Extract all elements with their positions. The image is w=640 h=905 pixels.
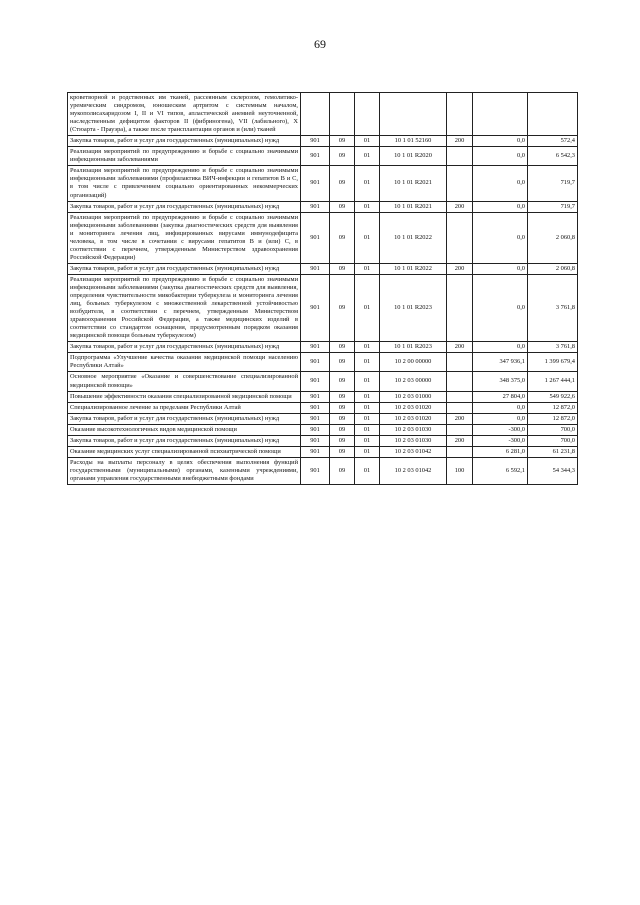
table-row xyxy=(68,201,578,212)
section-code-cell: 09 xyxy=(330,263,355,274)
item-name-cell: Оказание медицинских услуг специализированной психиатрической помощи xyxy=(68,446,301,457)
section-code-cell: 09 xyxy=(330,342,355,353)
section-code-cell: 09 xyxy=(330,372,355,391)
item-name-cell: Оказание высокотехнологичных видов медицинской помощи xyxy=(68,424,301,435)
amount-total-cell: 700,0 xyxy=(528,424,578,435)
table-row xyxy=(68,391,578,402)
amount-change-cell: 0,0 xyxy=(473,166,528,201)
ministry-code-cell: 901 xyxy=(301,147,330,166)
section-code-cell: 09 xyxy=(330,435,355,446)
ministry-code-cell: 901 xyxy=(301,457,330,484)
amount-total-cell: 719,7 xyxy=(528,201,578,212)
table-row xyxy=(68,263,578,274)
amount-change-cell: 6 592,1 xyxy=(473,457,528,484)
expense-type-cell: 200 xyxy=(447,201,473,212)
amount-change-cell: 0,0 xyxy=(473,274,528,341)
expense-type-cell: 200 xyxy=(447,435,473,446)
expense-type-cell xyxy=(447,274,473,341)
subsection-code-cell: 01 xyxy=(355,435,380,446)
ministry-code-cell: 901 xyxy=(301,353,330,372)
amount-change-cell: 0,0 xyxy=(473,402,528,413)
amount-change-cell: -300,0 xyxy=(473,435,528,446)
expense-type-cell xyxy=(447,212,473,263)
expense-type-cell: 200 xyxy=(447,413,473,424)
section-code-cell: 09 xyxy=(330,424,355,435)
item-name-cell: Расходы на выплаты персоналу в целях обеспечения выполнения функций государственными (муниципальными) органами, казенными учреждениями, органами управления государственными внебюджетными фондами xyxy=(68,457,301,484)
expense-type-cell: 100 xyxy=(447,457,473,484)
amount-total-cell: 2 060,8 xyxy=(528,263,578,274)
expense-type-cell xyxy=(447,391,473,402)
page-number: 69 xyxy=(314,37,326,51)
target-article-cell xyxy=(380,93,447,136)
amount-total-cell: 3 761,8 xyxy=(528,274,578,341)
amount-change-cell xyxy=(473,93,528,136)
expense-type-cell xyxy=(447,372,473,391)
section-code-cell: 09 xyxy=(330,274,355,341)
subsection-code-cell: 01 xyxy=(355,136,380,147)
subsection-code-cell: 01 xyxy=(355,166,380,201)
subsection-code-cell: 01 xyxy=(355,263,380,274)
amount-total-cell: 700,0 xyxy=(528,435,578,446)
amount-change-cell: 348 375,0 xyxy=(473,372,528,391)
table-row xyxy=(68,446,578,457)
amount-total-cell: 61 231,8 xyxy=(528,446,578,457)
item-name-cell: Подпрограмма «Улучшение качества оказания медицинской помощи населению Республики Алтай» xyxy=(68,353,301,372)
target-article-cell: 10 2 03 01020 xyxy=(380,402,447,413)
amount-total-cell xyxy=(528,93,578,136)
ministry-code-cell: 901 xyxy=(301,212,330,263)
item-name-cell: Повышение эффективности оказания специализированной медицинской помощи xyxy=(68,391,301,402)
item-name-cell: Реализация мероприятий по предупреждению и борьбе с социально значимыми инфекционными заболеваниями xyxy=(68,147,301,166)
target-article-cell: 10 1 01 R2021 xyxy=(380,166,447,201)
table-row xyxy=(68,342,578,353)
item-name-cell: Закупка товаров, работ и услуг для государственных (муниципальных) нужд xyxy=(68,435,301,446)
amount-change-cell: 0,0 xyxy=(473,147,528,166)
item-name-cell: Реализация мероприятий по предупреждению и борьбе с социально значимыми инфекционными заболеваниями (закупка диагностических средств для выявления, определения чувствительности микобактерии туберкулеза и мониторинга лечения лиц, больных туберкулезом с множественной лекарственной устойчивостью возбудителя, в соответствии с перечнем, утвержденным Министерством здравоохранения Российской Федерации, а также медицинских изделий в соответствии со стандартом оснащения, предусмотренным порядком оказания медицинской помощи больным туберкулезом) xyxy=(68,274,301,341)
target-article-cell: 10 1 01 52160 xyxy=(380,136,447,147)
table-row xyxy=(68,212,578,263)
section-code-cell: 09 xyxy=(330,391,355,402)
item-name-cell: Основное мероприятие «Оказание и совершенствование специализированной медицинской помощи» xyxy=(68,372,301,391)
section-code-cell: 09 xyxy=(330,413,355,424)
expense-type-cell: 200 xyxy=(447,263,473,274)
amount-change-cell: -300,0 xyxy=(473,424,528,435)
amount-change-cell: 347 936,1 xyxy=(473,353,528,372)
subsection-code-cell: 01 xyxy=(355,212,380,263)
ministry-code-cell: 901 xyxy=(301,372,330,391)
table-row xyxy=(68,274,578,341)
amount-change-cell: 0,0 xyxy=(473,413,528,424)
item-name-cell: Закупка товаров, работ и услуг для государственных (муниципальных) нужд xyxy=(68,342,301,353)
target-article-cell: 10 2 03 01042 xyxy=(380,446,447,457)
subsection-code-cell: 01 xyxy=(355,413,380,424)
table-row xyxy=(68,457,578,484)
table-row xyxy=(68,372,578,391)
budget-table xyxy=(67,92,578,485)
expense-type-cell xyxy=(447,402,473,413)
ministry-code-cell: 901 xyxy=(301,402,330,413)
section-code-cell: 09 xyxy=(330,353,355,372)
section-code-cell: 09 xyxy=(330,212,355,263)
section-code-cell: 09 xyxy=(330,147,355,166)
table-row xyxy=(68,93,578,136)
ministry-code-cell: 901 xyxy=(301,446,330,457)
item-name-cell: Закупка товаров, работ и услуг для государственных (муниципальных) нужд xyxy=(68,413,301,424)
amount-change-cell: 0,0 xyxy=(473,201,528,212)
ministry-code-cell: 901 xyxy=(301,136,330,147)
section-code-cell: 09 xyxy=(330,201,355,212)
target-article-cell: 10 2 03 01042 xyxy=(380,457,447,484)
target-article-cell: 10 2 03 01020 xyxy=(380,413,447,424)
section-code-cell: 09 xyxy=(330,166,355,201)
amount-total-cell: 572,4 xyxy=(528,136,578,147)
expense-type-cell: 200 xyxy=(447,136,473,147)
item-name-cell: Закупка товаров, работ и услуг для государственных (муниципальных) нужд xyxy=(68,263,301,274)
item-name-cell: Закупка товаров, работ и услуг для государственных (муниципальных) нужд xyxy=(68,201,301,212)
ministry-code-cell: 901 xyxy=(301,391,330,402)
table-body xyxy=(68,93,578,485)
expense-type-cell xyxy=(447,446,473,457)
expense-type-cell xyxy=(447,93,473,136)
amount-change-cell: 27 804,0 xyxy=(473,391,528,402)
subsection-code-cell: 01 xyxy=(355,372,380,391)
table-row xyxy=(68,435,578,446)
amount-total-cell: 719,7 xyxy=(528,166,578,201)
section-code-cell: 09 xyxy=(330,402,355,413)
target-article-cell: 10 1 01 R2022 xyxy=(380,212,447,263)
amount-change-cell: 0,0 xyxy=(473,136,528,147)
amount-total-cell: 6 542,3 xyxy=(528,147,578,166)
ministry-code-cell: 901 xyxy=(301,201,330,212)
target-article-cell: 10 2 03 00000 xyxy=(380,372,447,391)
subsection-code-cell: 01 xyxy=(355,391,380,402)
amount-total-cell: 12 872,0 xyxy=(528,413,578,424)
target-article-cell: 10 1 01 R2020 xyxy=(380,147,447,166)
subsection-code-cell: 01 xyxy=(355,457,380,484)
subsection-code-cell: 01 xyxy=(355,147,380,166)
item-name-cell: Реализация мероприятий по предупреждению и борьбе с социально значимыми инфекционными заболеваниями (профилактика ВИЧ-инфекции и гепатитов В и С, в том числе с привлечением социально ориентированных некоммерческих организаций) xyxy=(68,166,301,201)
amount-total-cell: 1 267 444,1 xyxy=(528,372,578,391)
expense-type-cell: 200 xyxy=(447,342,473,353)
ministry-code-cell: 901 xyxy=(301,166,330,201)
ministry-code-cell: 901 xyxy=(301,413,330,424)
item-name-cell: Реализация мероприятий по предупреждению и борьбе с социально значимыми инфекционными заболеваниями (закупка диагностических средств для выявления и мониторинга лечения лиц, инфицированных вирусами иммунодефицита человека, в том числе в сочетании с вирусами гепатитов В и (или) С, в соответствии с перечнем, утвержденным Министерством здравоохранения Российской Федерации) xyxy=(68,212,301,263)
item-name-cell: кроветворной и родственных им тканей, рассеянным склерозом, гемолитико-уремическим синдромом, юношеским артритом с системным началом, мукополисахаридозом I, II и VI типов, апластической анемией неуточненной, наследственным дефицитом факторов II (фибриногена), VII (лабильного), X (Стюарта - Прауэра), а также после трансплантации органов и (или) тканей xyxy=(68,93,301,136)
subsection-code-cell xyxy=(355,93,380,136)
table-row xyxy=(68,136,578,147)
expense-type-cell xyxy=(447,166,473,201)
amount-total-cell: 549 922,6 xyxy=(528,391,578,402)
target-article-cell: 10 2 03 01030 xyxy=(380,435,447,446)
target-article-cell: 10 1 01 R2023 xyxy=(380,274,447,341)
subsection-code-cell: 01 xyxy=(355,446,380,457)
expense-type-cell xyxy=(447,424,473,435)
section-code-cell: 09 xyxy=(330,136,355,147)
section-code-cell xyxy=(330,93,355,136)
target-article-cell: 10 1 01 R2022 xyxy=(380,263,447,274)
subsection-code-cell: 01 xyxy=(355,342,380,353)
target-article-cell: 10 2 00 00000 xyxy=(380,353,447,372)
ministry-code-cell: 901 xyxy=(301,274,330,341)
table-row xyxy=(68,166,578,201)
section-code-cell: 09 xyxy=(330,446,355,457)
table-row xyxy=(68,402,578,413)
section-code-cell: 09 xyxy=(330,457,355,484)
ministry-code-cell: 901 xyxy=(301,435,330,446)
table-row xyxy=(68,147,578,166)
target-article-cell: 10 2 03 01000 xyxy=(380,391,447,402)
table-row xyxy=(68,424,578,435)
amount-change-cell: 6 281,0 xyxy=(473,446,528,457)
amount-total-cell: 1 399 679,4 xyxy=(528,353,578,372)
table-row xyxy=(68,353,578,372)
subsection-code-cell: 01 xyxy=(355,353,380,372)
amount-total-cell: 2 060,8 xyxy=(528,212,578,263)
subsection-code-cell: 01 xyxy=(355,402,380,413)
table-row xyxy=(68,413,578,424)
amount-change-cell: 0,0 xyxy=(473,342,528,353)
subsection-code-cell: 01 xyxy=(355,424,380,435)
ministry-code-cell: 901 xyxy=(301,424,330,435)
amount-total-cell: 12 872,0 xyxy=(528,402,578,413)
ministry-code-cell: 901 xyxy=(301,263,330,274)
subsection-code-cell: 01 xyxy=(355,274,380,341)
target-article-cell: 10 2 03 01030 xyxy=(380,424,447,435)
amount-total-cell: 3 761,8 xyxy=(528,342,578,353)
amount-change-cell: 0,0 xyxy=(473,212,528,263)
amount-change-cell: 0,0 xyxy=(473,263,528,274)
expense-type-cell xyxy=(447,353,473,372)
target-article-cell: 10 1 01 R2021 xyxy=(380,201,447,212)
item-name-cell: Специализированное лечение за пределами Республики Алтай xyxy=(68,402,301,413)
amount-total-cell: 54 344,3 xyxy=(528,457,578,484)
item-name-cell: Закупка товаров, работ и услуг для государственных (муниципальных) нужд xyxy=(68,136,301,147)
ministry-code-cell: 901 xyxy=(301,342,330,353)
subsection-code-cell: 01 xyxy=(355,201,380,212)
ministry-code-cell xyxy=(301,93,330,136)
expense-type-cell xyxy=(447,147,473,166)
target-article-cell: 10 1 01 R2023 xyxy=(380,342,447,353)
